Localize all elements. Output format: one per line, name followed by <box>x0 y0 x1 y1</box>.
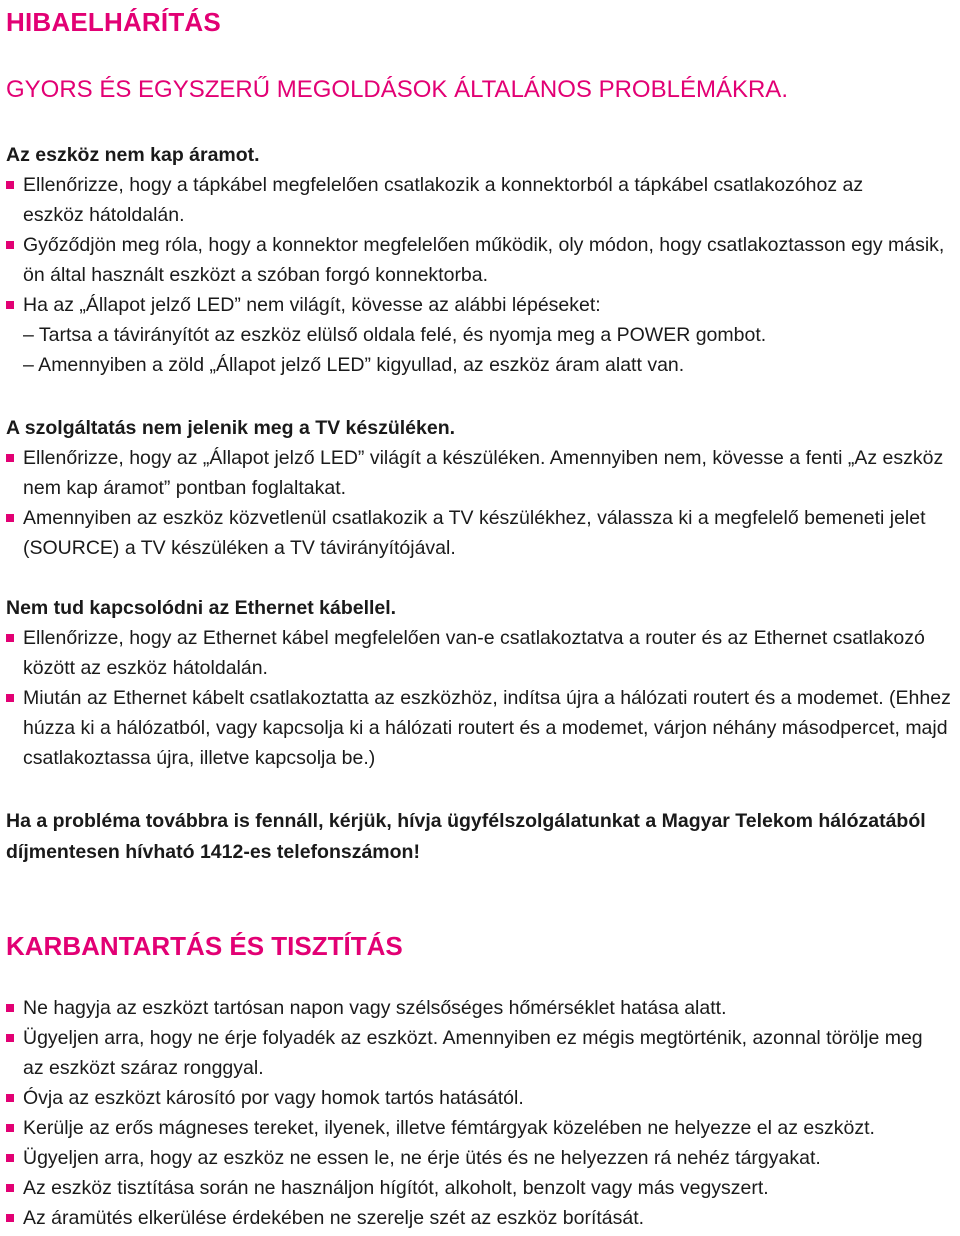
step-line: – Amennyiben a zöld „Állapot jelző LED” kigyullad, az eszköz áram alatt van. <box>23 354 685 376</box>
maintenance-title: KARBANTARTÁS ÉS TISZTÍTÁS <box>6 931 403 961</box>
bullet-item: Ha az „Állapot jelző LED” nem világít, kövesse az alábbi lépéseket: <box>6 290 956 320</box>
bullet-item: Az eszköz tisztítása során ne használjon hígítót, alkoholt, benzolt vagy más vegyszert. <box>6 1173 956 1203</box>
section-heading: A szolgáltatás nem jelenik meg a TV készüléken. <box>6 417 456 439</box>
bullet-item: Kerülje az erős mágneses tereket, ilyenek, illetve fémtárgyak közelében ne helyezze el az eszközt. <box>6 1113 956 1143</box>
section-no-power <box>6 140 956 380</box>
bullet-item: Miután az Ethernet kábelt csatlakoztatta az eszközhöz, indítsa újra a hálózati routert és a modemet. (Ehhez húzza ki a hálózatból, vagy kapcsolja ki a hálózati routert és a modemet, várjon néhány másodpercet, majd csatlakoztassa újra, illetve kapcsolja be.) <box>6 683 953 773</box>
bullet-item: Ellenőrizze, hogy a tápkábel megfelelően csatlakozik a konnektorból a tápkábel csatlakozóhoz az eszköz hátoldalán. <box>6 170 913 230</box>
section-heading: Az eszköz nem kap áramot. <box>6 144 260 166</box>
bullet-list <box>6 443 956 563</box>
troubleshooting-subtitle: GYORS ÉS EGYSZERŰ MEGOLDÁSOK ÁLTALÁNOS PROBLÉMÁKRA. <box>6 76 788 103</box>
step-line: – Tartsa a távirányítót az eszköz elülső oldala felé, és nyomja meg a POWER gombot. <box>23 324 767 346</box>
bullet-item: Amennyiben az eszköz közvetlenül csatlakozik a TV készülékhez, válassza ki a megfelelő bemeneti jelet (SOURCE) a TV készüléken a TV távirányítójával. <box>6 503 943 563</box>
bullet-item: Ellenőrizze, hogy az Ethernet kábel megfelelően van-e csatlakoztatva a router és az Ethernet csatlakozó között az eszköz hátoldalán. <box>6 623 948 683</box>
bullet-item: Az áramütés elkerülése érdekében ne szerelje szét az eszköz borítását. <box>6 1203 956 1233</box>
support-contact-note: Ha a probléma továbbra is fennáll, kérjük, hívja ügyfélszolgálatunkat a Magyar Telekom hálózatából díjmentesen hívható 1412-es telefonszámon! <box>6 810 926 863</box>
section-ethernet <box>6 593 956 773</box>
bullet-item: Győződjön meg róla, hogy a konnektor megfelelően működik, oly módon, hogy csatlakoztasson egy másik, ön által használt eszközt a szóban forgó konnektorba. <box>6 230 953 290</box>
section-maintenance <box>6 993 956 1233</box>
bullet-item: Ügyeljen arra, hogy ne érje folyadék az eszközt. Amennyiben ez mégis megtörténik, azonnal törölje meg az eszközt száraz ronggyal. <box>6 1023 943 1083</box>
bullet-item: Óvja az eszközt károsító por vagy homok tartós hatásától. <box>6 1083 956 1113</box>
section-no-tv-service <box>6 413 956 563</box>
section-heading: Nem tud kapcsolódni az Ethernet kábellel. <box>6 597 397 619</box>
bullet-item: Ügyeljen arra, hogy az eszköz ne essen le, ne érje ütés és ne helyezzen rá nehéz tárgyakat. <box>6 1143 956 1173</box>
bullet-list <box>6 170 956 320</box>
bullet-list <box>6 623 956 773</box>
bullet-list <box>6 993 956 1233</box>
bullet-item: Ne hagyja az eszközt tartósan napon vagy szélsőséges hőmérséklet hatása alatt. <box>6 993 956 1023</box>
bullet-item: Ellenőrizze, hogy az „Állapot jelző LED” világít a készüléken. Amennyiben nem, kövesse a fenti „Az eszköz nem kap áramot” pontban foglaltakat. <box>6 443 956 503</box>
troubleshooting-title: HIBAELHÁRÍTÁS <box>6 7 221 37</box>
